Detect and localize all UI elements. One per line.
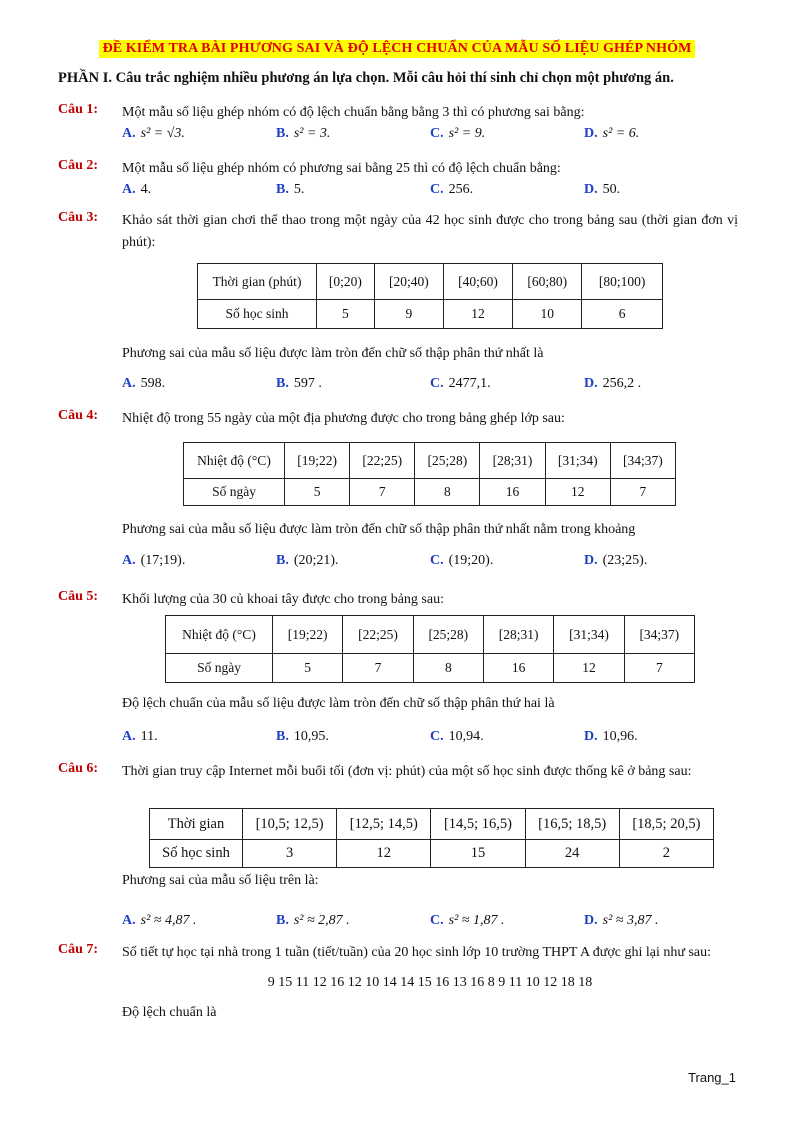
table-header-cell: [19;22) — [285, 443, 350, 479]
option-text: s² = 6. — [602, 126, 640, 141]
table-cell: 10 — [513, 300, 582, 329]
question-6 — [58, 761, 738, 783]
table-cell: 3 — [243, 840, 337, 868]
option-b[interactable] — [276, 911, 430, 931]
table-cell: Số ngày — [166, 654, 273, 683]
table-cell: 24 — [525, 840, 619, 868]
option-letter: A. — [122, 553, 136, 568]
question-text: Số tiết tự học tại nhà trong 1 tuần (tiết/tuần) của 20 học sinh lớp 10 trường THPT A được ghi lại như sau: — [122, 945, 712, 960]
question-text: Thời gian truy cập Internet mỗi buổi tối (đơn vị: phút) của một số học sinh được thống kê ở bảng sau: — [122, 764, 692, 779]
option-c[interactable] — [430, 180, 584, 200]
table-cell: 12 — [545, 479, 610, 506]
option-d[interactable] — [584, 180, 738, 200]
table-cell: 16 — [480, 479, 545, 506]
table-cell: 6 — [582, 300, 663, 329]
option-c[interactable] — [430, 727, 584, 747]
question-text: Một mẫu số liệu ghép nhóm có độ lệch chuẩn bằng bằng 3 thì có phương sai bằng: — [122, 105, 585, 120]
option-letter: D. — [584, 553, 598, 568]
question-label: Câu 2: — [58, 158, 99, 173]
option-text: 256,2 . — [602, 376, 642, 391]
question-prompt: Phương sai của mẫu số liệu trên là: — [122, 873, 319, 888]
question-5-lead — [58, 693, 738, 747]
option-c[interactable] — [430, 124, 584, 144]
option-letter: A. — [122, 729, 136, 744]
options — [122, 727, 738, 747]
table-header-cell: [14,5; 16,5) — [431, 809, 525, 840]
part-heading: PHẦN I. Câu trắc nghiệm nhiều phương án lựa chọn. Mỗi câu hỏi thí sinh chỉ chọn một phương án. — [58, 70, 674, 86]
table-header-cell: Thời gian (phút) — [198, 264, 317, 300]
data-values: 9 15 11 12 16 12 10 14 14 15 16 13 16 8 9 11 10 12 18 18 — [267, 975, 593, 990]
question-1 — [58, 102, 738, 144]
option-text: s² ≈ 3,87 . — [602, 913, 659, 928]
option-letter: B. — [276, 376, 289, 391]
option-text: 597 . — [293, 376, 322, 391]
table-cell: 5 — [273, 654, 343, 683]
table-header-cell: [25;28) — [415, 443, 480, 479]
table-cell: 12 — [337, 840, 431, 868]
table-cell: Số ngày — [184, 479, 285, 506]
table-header-cell: [28;31) — [483, 616, 553, 654]
table-cell: 8 — [413, 654, 483, 683]
option-text: (17;19). — [140, 553, 186, 568]
table-header-cell: [18,5; 20,5) — [619, 809, 713, 840]
page-number: Trang_1 — [688, 1070, 736, 1085]
table-header-cell: Nhiệt độ (°C) — [166, 616, 273, 654]
question-label: Câu 7: — [58, 942, 99, 957]
table-header-cell: [16,5; 18,5) — [525, 809, 619, 840]
option-text: s² = 9. — [448, 126, 486, 141]
option-text: (19;20). — [448, 553, 494, 568]
option-d[interactable] — [584, 551, 738, 571]
option-letter: D. — [584, 126, 598, 141]
table-header-cell: [28;31) — [480, 443, 545, 479]
option-text: (20;21). — [293, 553, 339, 568]
table-cell: 7 — [610, 479, 675, 506]
option-letter: D. — [584, 182, 598, 197]
table-header-cell: [31;34) — [554, 616, 624, 654]
table-header-cell: [19;22) — [273, 616, 343, 654]
question-4 — [58, 408, 738, 430]
title-bar — [0, 40, 794, 58]
question-4-lead — [58, 519, 738, 571]
option-text: 256. — [448, 182, 474, 197]
table-header-cell: [10,5; 12,5) — [243, 809, 337, 840]
option-c[interactable] — [430, 551, 584, 571]
option-a[interactable] — [122, 551, 276, 571]
question-label: Câu 4: — [58, 408, 99, 423]
option-text: 50. — [602, 182, 621, 197]
table-header-cell: [31;34) — [545, 443, 610, 479]
document-title: ĐỀ KIỂM TRA BÀI PHƯƠNG SAI VÀ ĐỘ LỆCH CHUẨN CỦA MẪU SỐ LIỆU GHÉP NHÓM — [99, 40, 696, 58]
option-text: s² = 3. — [293, 126, 331, 141]
option-letter: D. — [584, 913, 598, 928]
options — [122, 180, 738, 200]
table-cell: 9 — [374, 300, 443, 329]
option-d[interactable] — [584, 727, 738, 747]
option-letter: B. — [276, 126, 289, 141]
question-label: Câu 6: — [58, 761, 99, 776]
question-2 — [58, 158, 738, 200]
question-prompt: Phương sai của mẫu số liệu được làm tròn đến chữ số thập phân thứ nhất nằm trong khoảng — [122, 522, 636, 537]
question-label: Câu 5: — [58, 589, 99, 604]
table-header-cell: [12,5; 14,5) — [337, 809, 431, 840]
options — [122, 911, 738, 931]
table-cell: 12 — [554, 654, 624, 683]
option-text: 598. — [140, 376, 166, 391]
question-7 — [58, 942, 738, 1024]
option-letter: C. — [430, 126, 444, 141]
options — [122, 551, 738, 571]
option-text: 11. — [140, 729, 158, 744]
table-cell: 7 — [343, 654, 413, 683]
option-letter: C. — [430, 913, 444, 928]
data-table-q5 — [165, 615, 695, 683]
option-text: 5. — [293, 182, 305, 197]
data-table-q6 — [149, 808, 714, 868]
table-cell: Số học sinh — [150, 840, 243, 868]
option-text: (23;25). — [602, 553, 648, 568]
option-b[interactable] — [276, 374, 430, 394]
option-letter: A. — [122, 126, 136, 141]
question-3-lead — [58, 343, 738, 394]
options — [122, 124, 738, 144]
option-b[interactable] — [276, 124, 430, 144]
table-header-cell: [34;37) — [610, 443, 675, 479]
question-label: Câu 1: — [58, 102, 99, 117]
option-c[interactable] — [430, 911, 584, 931]
question-text: Khối lượng của 30 củ khoai tây được cho trong bảng sau: — [122, 592, 444, 607]
option-letter: C. — [430, 182, 444, 197]
option-letter: B. — [276, 729, 289, 744]
table-cell: 2 — [619, 840, 713, 868]
table-cell: 8 — [415, 479, 480, 506]
table-header-cell: [22;25) — [343, 616, 413, 654]
option-text: 4. — [140, 182, 152, 197]
option-c[interactable] — [430, 374, 584, 394]
table-header-cell: [60;80) — [513, 264, 582, 300]
table-cell: 16 — [483, 654, 553, 683]
option-text: 10,95. — [293, 729, 329, 744]
option-a[interactable] — [122, 180, 276, 200]
option-d[interactable] — [584, 124, 738, 144]
option-b[interactable] — [276, 551, 430, 571]
table-cell: 5 — [317, 300, 375, 329]
option-letter: B. — [276, 182, 289, 197]
option-letter: D. — [584, 729, 598, 744]
question-prompt: Độ lệch chuẩn là — [122, 1005, 217, 1020]
table-header-cell: [34;37) — [624, 616, 694, 654]
options — [122, 374, 738, 394]
option-text: s² ≈ 2,87 . — [293, 913, 350, 928]
table-header-cell: Nhiệt độ (°C) — [184, 443, 285, 479]
question-text: Nhiệt độ trong 55 ngày của một địa phương được cho trong bảng ghép lớp sau: — [122, 411, 565, 426]
question-text: Khảo sát thời gian chơi thể thao trong một ngày của 42 học sinh được cho trong bảng sau (thời gian đơn vị phút): — [122, 213, 738, 250]
question-prompt: Phương sai của mẫu số liệu được làm tròn đến chữ số thập phân thứ nhất là — [122, 346, 544, 361]
option-letter: C. — [430, 376, 444, 391]
table-header-cell: [0;20) — [317, 264, 375, 300]
table-cell: 7 — [350, 479, 415, 506]
option-text: s² ≈ 1,87 . — [448, 913, 505, 928]
option-d[interactable] — [584, 374, 738, 394]
option-a[interactable] — [122, 124, 276, 144]
option-letter: A. — [122, 376, 136, 391]
option-a[interactable] — [122, 727, 276, 747]
table-cell: 7 — [624, 654, 694, 683]
table-header-cell: [20;40) — [374, 264, 443, 300]
question-3 — [58, 210, 738, 254]
option-letter: B. — [276, 553, 289, 568]
option-b[interactable] — [276, 727, 430, 747]
option-a[interactable] — [122, 911, 276, 931]
data-table-q3 — [197, 263, 663, 329]
option-text: s² = √3. — [140, 126, 185, 141]
option-letter: C. — [430, 729, 444, 744]
option-letter: B. — [276, 913, 289, 928]
question-6-lead — [58, 870, 738, 931]
table-cell: 5 — [285, 479, 350, 506]
option-text: 10,94. — [448, 729, 484, 744]
data-table-q4 — [183, 442, 676, 506]
question-prompt: Độ lệch chuẩn của mẫu số liệu được làm tròn đến chữ số thập phân thứ hai là — [122, 696, 555, 711]
option-letter: C. — [430, 553, 444, 568]
option-text: 2477,1. — [448, 376, 491, 391]
table-cell: Số học sinh — [198, 300, 317, 329]
table-cell: 15 — [431, 840, 525, 868]
option-letter: D. — [584, 376, 598, 391]
table-header-cell: [25;28) — [413, 616, 483, 654]
question-5 — [58, 589, 738, 611]
option-letter: A. — [122, 913, 136, 928]
table-cell: 12 — [443, 300, 512, 329]
option-d[interactable] — [584, 911, 738, 931]
option-letter: A. — [122, 182, 136, 197]
table-header-cell: Thời gian — [150, 809, 243, 840]
option-text: 10,96. — [602, 729, 638, 744]
option-b[interactable] — [276, 180, 430, 200]
option-a[interactable] — [122, 374, 276, 394]
table-header-cell: [80;100) — [582, 264, 663, 300]
table-header-cell: [40;60) — [443, 264, 512, 300]
table-header-cell: [22;25) — [350, 443, 415, 479]
question-label: Câu 3: — [58, 210, 99, 225]
question-text: Một mẫu số liệu ghép nhóm có phương sai bằng 25 thì có độ lệch chuẩn bằng: — [122, 161, 561, 176]
option-text: s² ≈ 4,87 . — [140, 913, 197, 928]
